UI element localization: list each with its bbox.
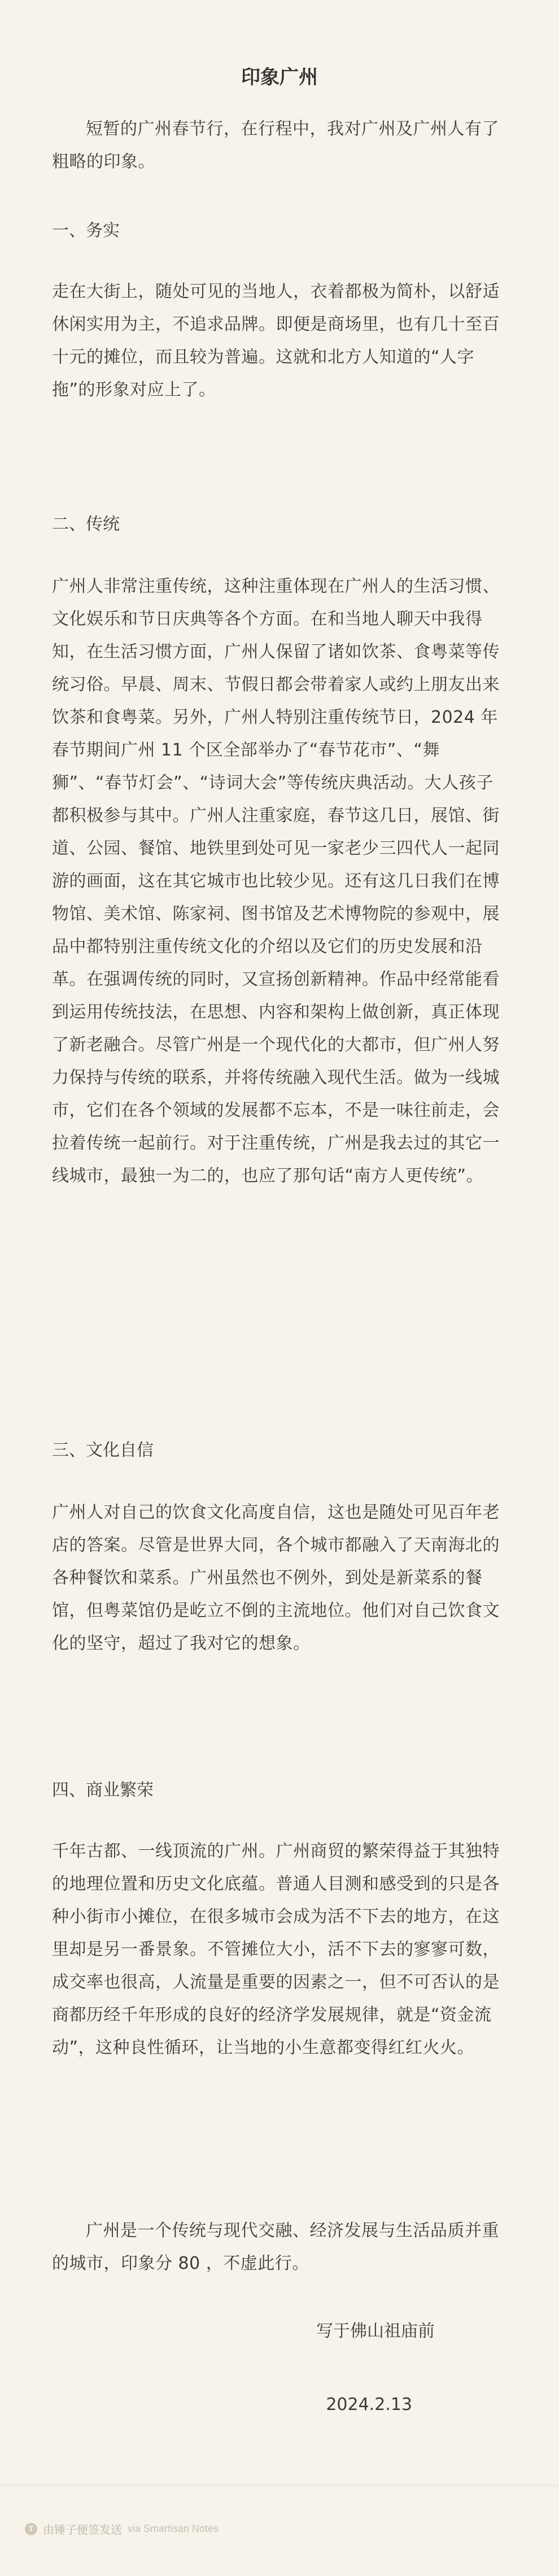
closing-paragraph: 广州是一个传统与现代交融、经济发展与生活品质并重的城市，印象分 80 ，不虚此行。 [52,2221,499,2273]
note-footer [0,2485,559,2576]
footer-sent-text: 由锤子便签发送 [43,2524,122,2536]
section-3-paragraph: 广州人对自己的饮食文化高度自信，这也是随处可见百年老店的答案。尽管是世界大同，各个城市都融入了天南海北的各种餐饮和菜系。广州虽然也不例外，到处是新菜系的餐馆，但粤菜馆仍是屹立不倒的主流地位。他们对自己饮食文化的坚守，超过了我对它的想象。 [52,1503,500,1653]
footer-credit [25,2521,219,2537]
section-heading-1: 一、务实 [52,221,120,241]
section-heading-2: 二、传统 [52,514,120,534]
section-4-paragraph: 千年古都、一线顶流的广州。广州商贸的繁荣得益于其独特的地理位置和历史文化底蕴。普通人目测和感受到的只是各种小街市小摊位，在很多城市会成为活不下去的地方，在这里却是另一番景象。不管摊位大小，活不下去的寥寥可数，成交率也很高，人流量是重要的因素之一，但不可否认的是商都历经千年形成的良好的经济学发展规律，就是“资金流动”，这种良性循环，让当地的小生意都变得红红火火。 [52,1841,500,2058]
note-date: 2024.2.13 [326,2395,412,2415]
section-heading-4: 四、商业繁荣 [52,1780,154,1800]
section-1-paragraph: 走在大街上，随处可见的当地人，衣着都极为简朴，以舒适休闲实用为主，不追求品牌。即便是商场里，也有几十至百十元的摊位，而且较为普遍。这就和北方人知道的“人字拖”的形象对应上了。 [52,282,500,400]
signature: 写于佛山祖庙前 [316,2321,435,2341]
footer-via-text: via Smartisan Notes [128,2523,219,2534]
section-2-paragraph: 广州人非常注重传统，这种注重体现在广州人的生活习惯、文化娱乐和节日庆典等各个方面。在和当地人聊天中我得知，在生活习惯方面，广州人保留了诸如饮茶、食粤菜等传统习俗。早晨、周末、节假日都会带着家人或约上朋友出来饮茶和食粤菜。另外，广州人特别注重传统节日，2024 年春节期间广州 11 个区全部举办了“春节花市”、“舞狮”、“春节灯会”、“诗词大会”等传统庆典活动。大人孩子都积极参与其中。广州人注重家庭，春节这几日，展馆、街道、公园、餐馆、地铁里到处可见一家老少三四代人一起同游的画面，这在其它城市也比较少见。还有这几日我们在博物馆、美术馆、陈家祠、图书馆及艺术博物院的参观中，展品中都特别注重传统文化的介绍以及它们的历史发展和沿革。在强调传统的同时，又宣扬创新精神。作品中经常能看到运用传统技法，在思想、内容和架构上做创新，真正体现了新老融合。尽管广州是一个现代化的大都市，但广州人努力保持与传统的联系，并将传统融入现代生活。做为一线城市，它们在各个领域的发展都不忘本，不是一味往前走，会拉着传统一起前行。对于注重传统，广州是我去过的其它一线城市，最独一为二的，也应了那句话“南方人更传统”。 [52,577,500,1186]
intro-paragraph: 短暂的广州春节行，在行程中，我对广州及广州人有了粗略的印象。 [52,119,499,172]
section-heading-3: 三、文化自信 [52,1440,154,1460]
smartisan-notes-icon: T [25,2523,37,2535]
note-title: 印象广州 [241,66,318,89]
